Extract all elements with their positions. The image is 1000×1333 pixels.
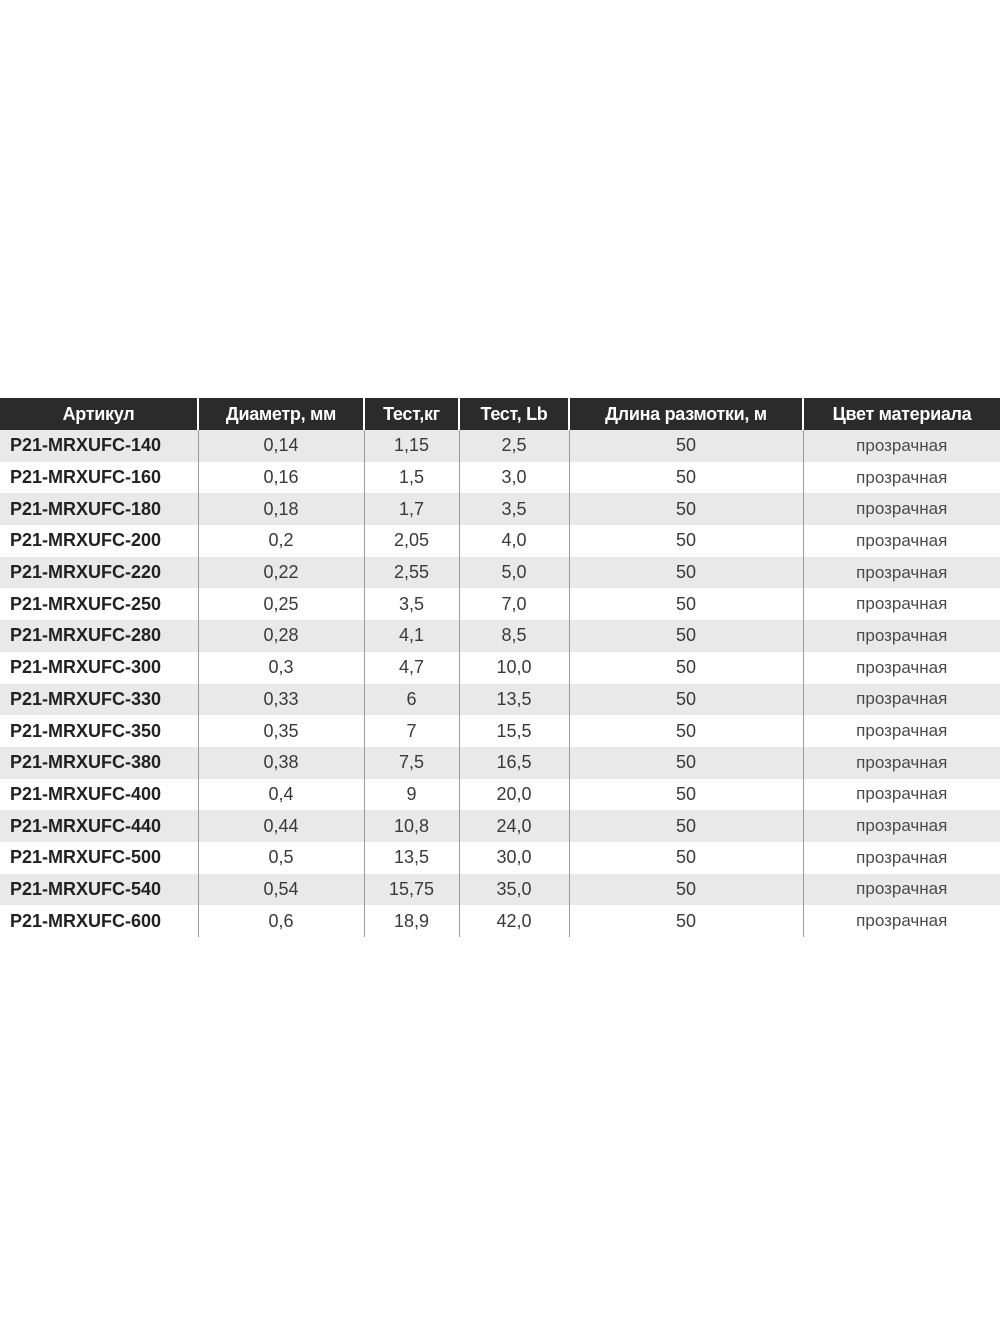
cell-diameter: 0,25 <box>198 588 364 620</box>
cell-color: прозрачная <box>803 430 1000 462</box>
cell-color: прозрачная <box>803 874 1000 906</box>
cell-diameter: 0,44 <box>198 810 364 842</box>
spec-table-container <box>0 398 1000 937</box>
cell-length: 50 <box>569 557 803 589</box>
cell-length: 50 <box>569 462 803 494</box>
cell-test-kg: 2,55 <box>364 557 459 589</box>
cell-test-lb: 8,5 <box>459 620 569 652</box>
cell-color: прозрачная <box>803 462 1000 494</box>
cell-diameter: 0,5 <box>198 842 364 874</box>
cell-article: P21-MRXUFC-200 <box>0 525 198 557</box>
cell-test-kg: 1,7 <box>364 493 459 525</box>
cell-diameter: 0,16 <box>198 462 364 494</box>
table-body <box>0 430 1000 937</box>
cell-length: 50 <box>569 620 803 652</box>
cell-test-lb: 13,5 <box>459 684 569 716</box>
cell-test-lb: 30,0 <box>459 842 569 874</box>
cell-article: P21-MRXUFC-380 <box>0 747 198 779</box>
table-row <box>0 810 1000 842</box>
table-row <box>0 874 1000 906</box>
cell-test-lb: 42,0 <box>459 905 569 937</box>
cell-diameter: 0,4 <box>198 779 364 811</box>
cell-test-lb: 35,0 <box>459 874 569 906</box>
table-row <box>0 620 1000 652</box>
cell-article: P21-MRXUFC-500 <box>0 842 198 874</box>
cell-test-lb: 3,0 <box>459 462 569 494</box>
cell-length: 50 <box>569 779 803 811</box>
cell-test-kg: 4,7 <box>364 652 459 684</box>
cell-article: P21-MRXUFC-440 <box>0 810 198 842</box>
table-row <box>0 430 1000 462</box>
cell-article: P21-MRXUFC-280 <box>0 620 198 652</box>
table-header <box>0 398 1000 430</box>
table-row <box>0 652 1000 684</box>
cell-test-kg: 10,8 <box>364 810 459 842</box>
cell-diameter: 0,35 <box>198 715 364 747</box>
column-header-test-lb: Тест, Lb <box>459 398 569 430</box>
cell-color: прозрачная <box>803 557 1000 589</box>
table-row <box>0 462 1000 494</box>
cell-article: P21-MRXUFC-350 <box>0 715 198 747</box>
cell-test-lb: 2,5 <box>459 430 569 462</box>
cell-article: P21-MRXUFC-540 <box>0 874 198 906</box>
table-row <box>0 684 1000 716</box>
cell-length: 50 <box>569 810 803 842</box>
cell-article: P21-MRXUFC-400 <box>0 779 198 811</box>
table-row <box>0 493 1000 525</box>
cell-test-lb: 3,5 <box>459 493 569 525</box>
cell-color: прозрачная <box>803 684 1000 716</box>
cell-test-kg: 9 <box>364 779 459 811</box>
header-row <box>0 398 1000 430</box>
cell-color: прозрачная <box>803 747 1000 779</box>
spec-table <box>0 398 1000 937</box>
cell-test-kg: 15,75 <box>364 874 459 906</box>
cell-test-kg: 4,1 <box>364 620 459 652</box>
table-row <box>0 842 1000 874</box>
column-header-length: Длина размотки, м <box>569 398 803 430</box>
cell-test-kg: 7 <box>364 715 459 747</box>
cell-test-lb: 10,0 <box>459 652 569 684</box>
cell-article: P21-MRXUFC-180 <box>0 493 198 525</box>
cell-article: P21-MRXUFC-330 <box>0 684 198 716</box>
cell-test-lb: 16,5 <box>459 747 569 779</box>
cell-diameter: 0,3 <box>198 652 364 684</box>
cell-test-lb: 7,0 <box>459 588 569 620</box>
cell-test-kg: 2,05 <box>364 525 459 557</box>
table-row <box>0 747 1000 779</box>
cell-length: 50 <box>569 652 803 684</box>
cell-test-lb: 24,0 <box>459 810 569 842</box>
column-header-test-kg: Тест,кг <box>364 398 459 430</box>
cell-diameter: 0,54 <box>198 874 364 906</box>
cell-diameter: 0,22 <box>198 557 364 589</box>
cell-article: P21-MRXUFC-160 <box>0 462 198 494</box>
cell-color: прозрачная <box>803 493 1000 525</box>
cell-test-kg: 1,15 <box>364 430 459 462</box>
column-header-diameter: Диаметр, мм <box>198 398 364 430</box>
cell-test-kg: 3,5 <box>364 588 459 620</box>
cell-diameter: 0,38 <box>198 747 364 779</box>
cell-length: 50 <box>569 905 803 937</box>
cell-article: P21-MRXUFC-140 <box>0 430 198 462</box>
cell-article: P21-MRXUFC-220 <box>0 557 198 589</box>
cell-diameter: 0,28 <box>198 620 364 652</box>
cell-color: прозрачная <box>803 525 1000 557</box>
cell-article: P21-MRXUFC-600 <box>0 905 198 937</box>
cell-length: 50 <box>569 684 803 716</box>
cell-color: прозрачная <box>803 842 1000 874</box>
cell-length: 50 <box>569 588 803 620</box>
cell-color: прозрачная <box>803 810 1000 842</box>
column-header-article: Артикул <box>0 398 198 430</box>
cell-diameter: 0,6 <box>198 905 364 937</box>
cell-diameter: 0,2 <box>198 525 364 557</box>
cell-diameter: 0,33 <box>198 684 364 716</box>
cell-diameter: 0,14 <box>198 430 364 462</box>
cell-test-kg: 7,5 <box>364 747 459 779</box>
cell-test-kg: 18,9 <box>364 905 459 937</box>
cell-length: 50 <box>569 430 803 462</box>
table-row <box>0 715 1000 747</box>
table-row <box>0 588 1000 620</box>
cell-length: 50 <box>569 874 803 906</box>
table-row <box>0 557 1000 589</box>
cell-color: прозрачная <box>803 620 1000 652</box>
cell-article: P21-MRXUFC-250 <box>0 588 198 620</box>
cell-test-lb: 5,0 <box>459 557 569 589</box>
cell-color: прозрачная <box>803 715 1000 747</box>
cell-test-kg: 1,5 <box>364 462 459 494</box>
cell-length: 50 <box>569 525 803 557</box>
cell-test-lb: 20,0 <box>459 779 569 811</box>
cell-diameter: 0,18 <box>198 493 364 525</box>
cell-color: прозрачная <box>803 652 1000 684</box>
cell-color: прозрачная <box>803 588 1000 620</box>
cell-article: P21-MRXUFC-300 <box>0 652 198 684</box>
cell-length: 50 <box>569 715 803 747</box>
cell-test-kg: 6 <box>364 684 459 716</box>
table-row <box>0 525 1000 557</box>
cell-test-lb: 4,0 <box>459 525 569 557</box>
table-row <box>0 779 1000 811</box>
cell-length: 50 <box>569 747 803 779</box>
cell-test-kg: 13,5 <box>364 842 459 874</box>
cell-length: 50 <box>569 842 803 874</box>
cell-color: прозрачная <box>803 779 1000 811</box>
cell-length: 50 <box>569 493 803 525</box>
cell-test-lb: 15,5 <box>459 715 569 747</box>
column-header-color: Цвет материала <box>803 398 1000 430</box>
table-row <box>0 905 1000 937</box>
cell-color: прозрачная <box>803 905 1000 937</box>
